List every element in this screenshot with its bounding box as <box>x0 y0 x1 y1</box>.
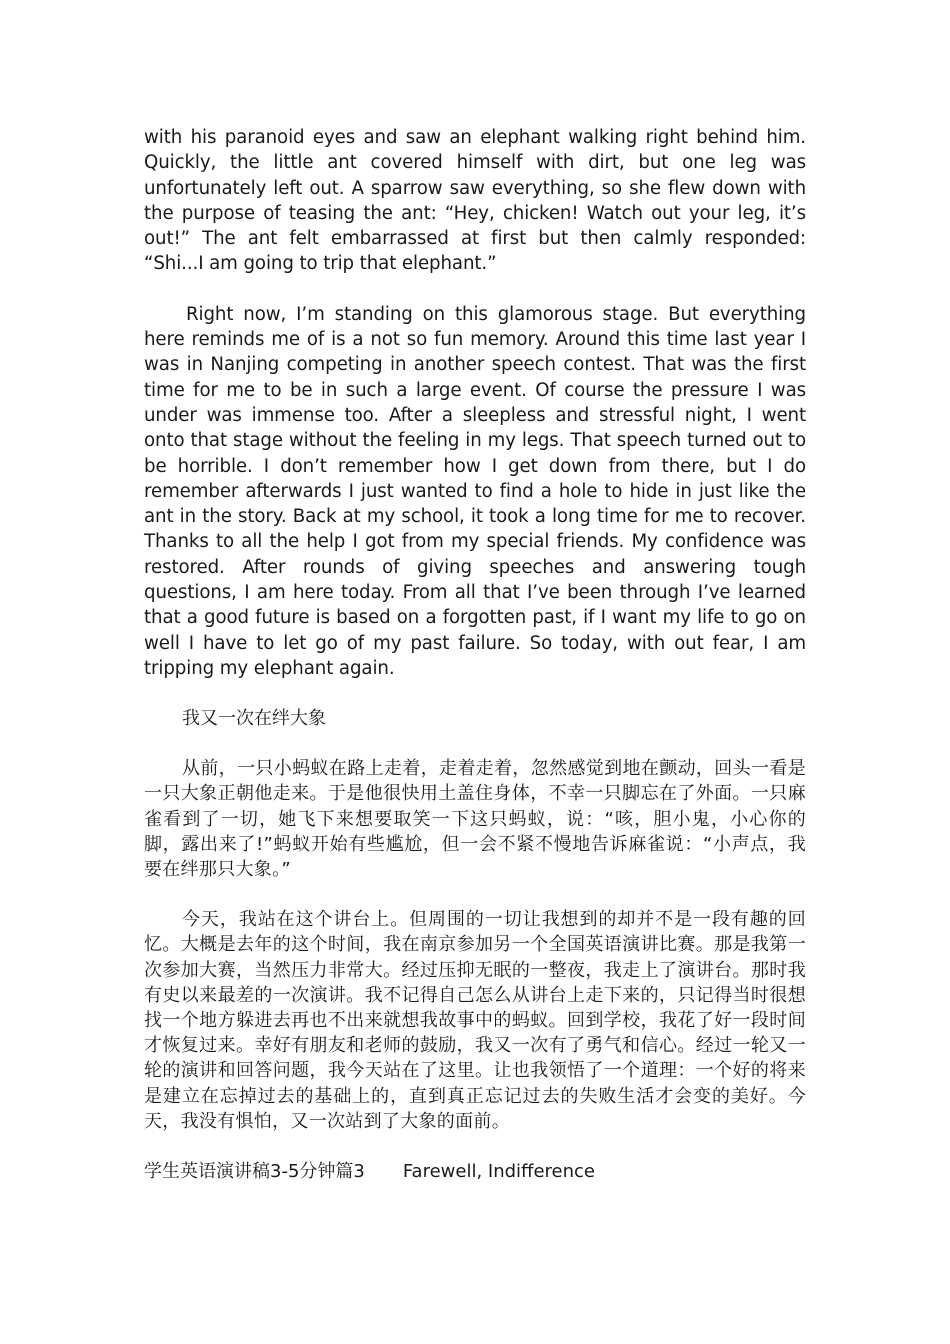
paragraph-english-story-end: with his paranoid eyes and saw an elephant walking right behind him. Quickly, the little ant covered himself with dirt, but one leg was unfortunately left out. A sparrow saw everything, so she flew down with the purpose of teasing the ant: “Hey, chicken! Watch out your leg, it’s out!” The ant felt embarrassed at first but then calmly responded: “Shi...I am going to trip that elephant.” <box>144 127 806 275</box>
chinese-title: 我又一次在绊大象 <box>182 708 326 730</box>
section-label: 学生英语演讲稿3-5分钟篇3 <box>144 1161 365 1183</box>
section-title: Farewell, Indifference <box>402 1161 595 1183</box>
paragraph-chinese-reflection: 今天，我站在这个讲台上。但周围的一切让我想到的却并不是一段有趣的回忆。大概是去年的这个时间，我在南京参加另一个全国英语演讲比赛。那是我第一次参加大赛，当然压力非常大。经过压抑无眠的一整夜，我走上了演讲台。那时我有史以来最差的一次演讲。我不记得自己怎么从讲台上走下来的，只记得当时很想找一个地方躲进去再也不出来就想我故事中的蚂蚁。回到学校，我花了好一段时间才恢复过来。幸好有朋友和老师的鼓励，我又一次有了勇气和信心。经过一轮又一轮的演讲和回答问题，我今天站在了这里。让也我领悟了一个道理：一个好的将来是建立在忘掉过去的基础上的，直到真正忘记过去的失败生活才会变的美好。今天，我没有惧怕，又一次站到了大象的面前。 <box>144 909 806 1132</box>
document-page <box>144 125 806 1184</box>
next-section-heading <box>144 1159 806 1184</box>
paragraph-english-reflection: Right now, I’m standing on this glamorous stage. But everything here reminds me of is a not so fun memory. Around this time last year I was in Nanjing competing in another speech contest. That was the first time for me to be in such a large event. Of course the pressure I was under was immense too. After a sleepless and stressful night, I went onto that stage without the feeling in my legs. That speech turned out to be horrible. I don’t remember how I get down from there, but I do remember afterwards I just wanted to find a hole to hide in just like the ant in the story. Back at my school, it took a long time for me to recover. Thanks to all the help I got from my special friends. My confidence was restored. After rounds of giving speeches and answering tough questions, I am here today. From all that I’ve been through I’ve learned that a good future is based on a forgotten past, if I want my life to go on well I have to let go of my past failure. So today, with out fear, I am tripping my elephant again. <box>144 303 806 679</box>
paragraph-chinese-story: 从前，一只小蚂蚁在路上走着，走着走着，忽然感觉到地在颤动，回头一看是一只大象正朝他走来。于是他很快用土盖住身体，不幸一只脚忘在了外面。一只麻雀看到了一切，她飞下来想要取笑一下这只蚂蚁，说：“咳，胆小鬼，小心你的脚，露出来了!”蚂蚁开始有些尴尬，但一会不紧不慢地告诉麻雀说：“小声点，我要在绊那只大象。” <box>144 758 806 881</box>
